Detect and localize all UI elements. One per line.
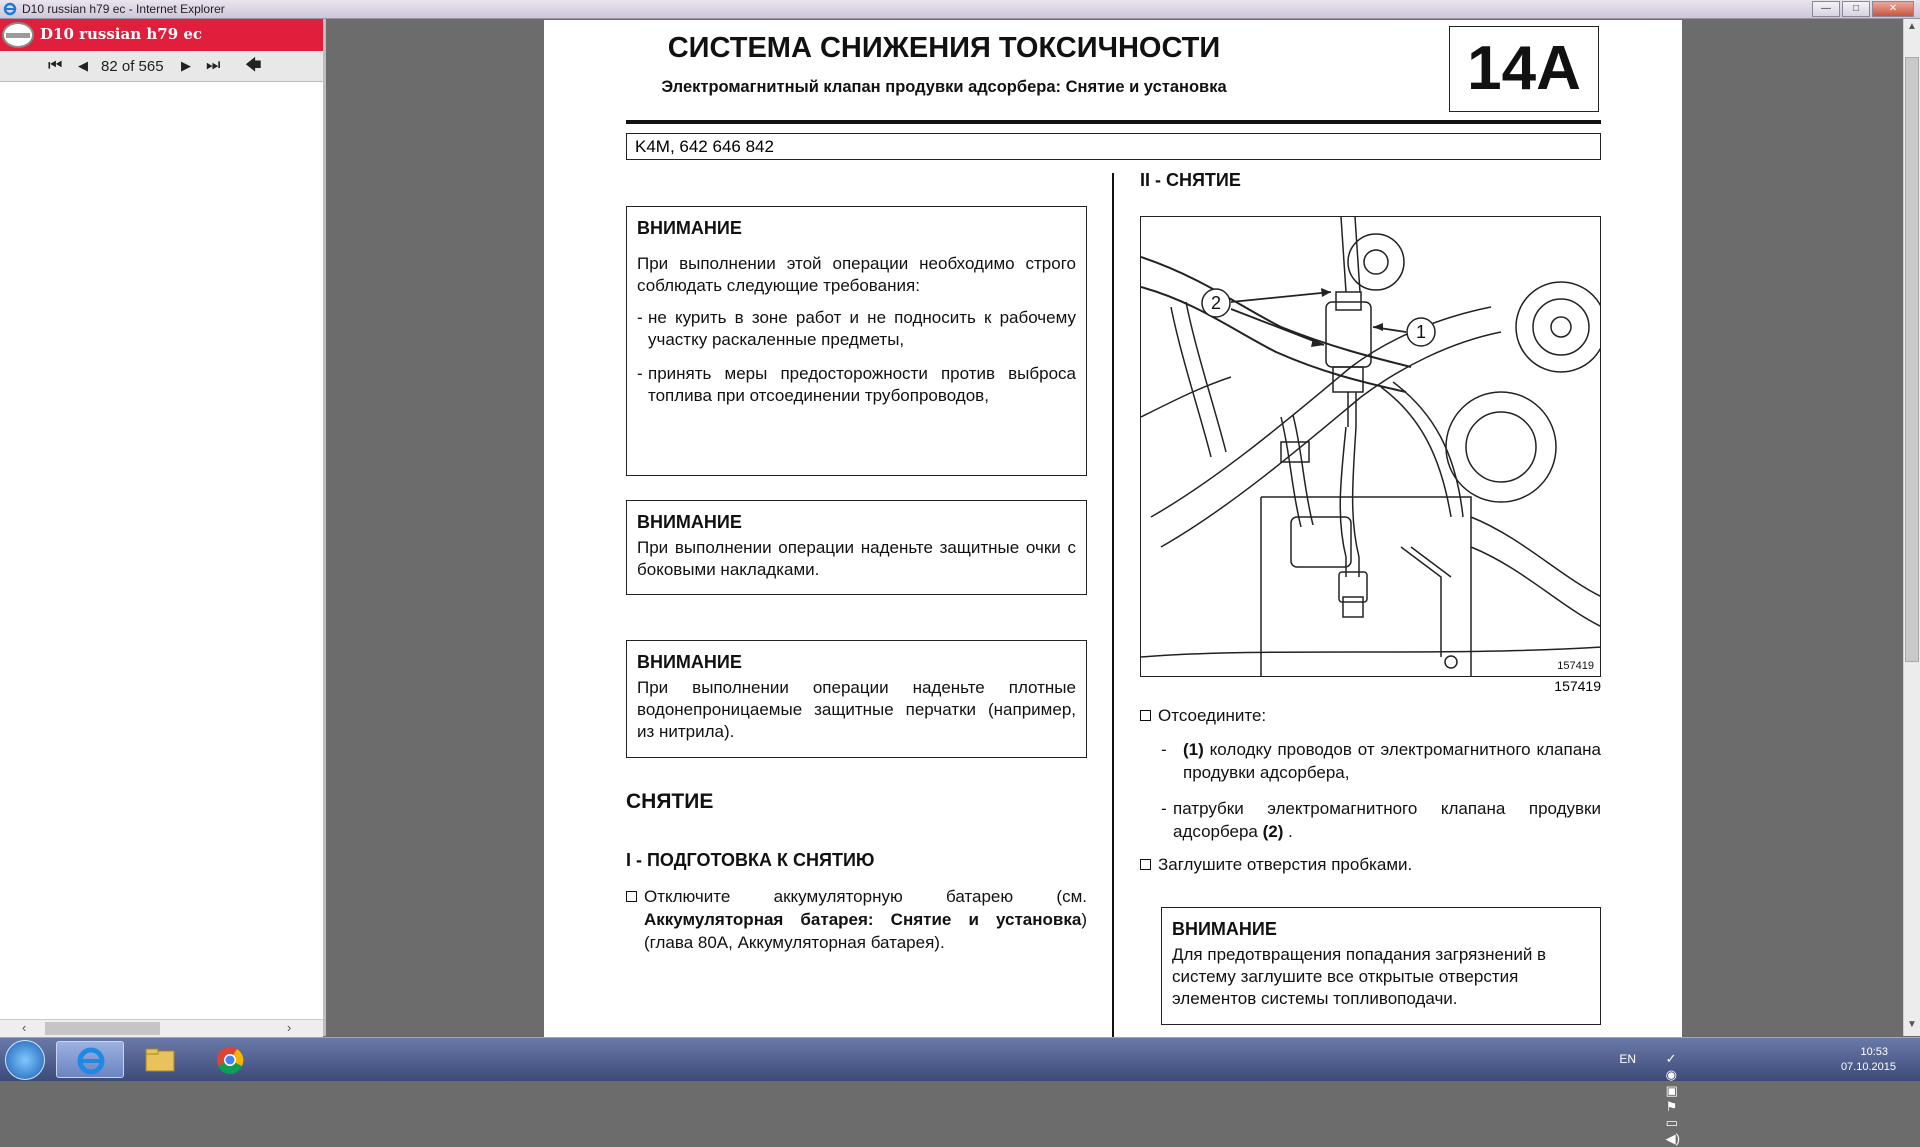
item-text: колодку проводов от электромагнитного клапана продувки адсорбера, <box>1183 740 1601 782</box>
chrome-icon <box>196 1041 264 1078</box>
checkbox-bullet-icon <box>626 891 637 902</box>
horizontal-scrollbar[interactable] <box>0 1019 323 1037</box>
cross-reference: Аккумуляторная батарея: Снятие и установка <box>644 910 1082 929</box>
step-text: Отключите аккумуляторную батарею (см. <box>644 887 1087 906</box>
step-text: ) (глава 80A, Аккумуляторная батарея). <box>644 910 1087 952</box>
scrollbar-thumb[interactable] <box>45 1022 160 1035</box>
internet-explorer-icon <box>57 1042 125 1079</box>
warning-title: ВНИМАНИЕ <box>637 652 742 672</box>
header-rule <box>626 120 1601 124</box>
engine-illustration <box>1141 217 1601 677</box>
tray-icons[interactable]: ✓ ◉ ▣ ⚑ ▭ ◀) <box>1665 1051 1680 1146</box>
item-text: патрубки электромагнитного клапана продувки адсорбера <box>1173 799 1601 841</box>
warning-box <box>1161 907 1601 1025</box>
warning-text: При выполнении операции наденьте защитные очки с боковыми накладками. <box>637 538 1076 579</box>
warning-text: При выполнении этой операции необходимо строго соблюдать следующие требования: <box>637 254 1076 295</box>
warning-title: ВНИМАНИЕ <box>1172 919 1277 939</box>
language-indicator[interactable]: EN <box>1619 1052 1636 1066</box>
scroll-up-icon[interactable]: ▲ <box>1907 21 1917 32</box>
internet-explorer-icon <box>3 2 17 16</box>
item-reference: (2) <box>1262 822 1284 841</box>
engine-diagram <box>1140 216 1601 677</box>
scroll-left-icon[interactable]: ‹ <box>22 1020 27 1035</box>
start-button[interactable] <box>5 1040 45 1080</box>
sidebar-header <box>0 19 323 51</box>
callout-1: 1 <box>1415 322 1427 342</box>
vertical-scrollbar[interactable] <box>1903 19 1920 1036</box>
scrollbar-thumb[interactable] <box>1905 57 1919 662</box>
folder-icon <box>126 1041 194 1078</box>
checkbox-bullet-icon <box>1140 859 1151 870</box>
step-text: Отсоедините: <box>1158 706 1267 725</box>
taskbar-chrome-button[interactable] <box>196 1041 264 1078</box>
taskbar <box>0 1037 1920 1146</box>
close-button[interactable]: ✕ <box>1872 1 1914 17</box>
maximize-button[interactable]: □ <box>1842 1 1870 17</box>
warning-box <box>626 500 1087 595</box>
subsection-heading: I - ПОДГОТОВКА К СНЯТИЮ <box>626 850 875 870</box>
warning-text: Для предотвращения попадания загрязнений в систему заглушите все открытые отверстия элементов системы топливоподачи. <box>1172 945 1547 1008</box>
warning-box <box>626 640 1087 758</box>
document-page <box>544 20 1682 1037</box>
warning-box: ВНИМАНИЕ При выполнении этой операции необходимо строго соблюдать следующие требования: - не курить в зоне работ и не подносить к рабочему участку раскаленные предметы, - принять меры предосторожности против выброса топлива при отсоединении трубопроводов, <box>626 206 1087 476</box>
clock-time[interactable]: 10:53 <box>1860 1046 1888 1058</box>
column-divider <box>1112 173 1114 1037</box>
page-title: СИСТЕМА СНИЖЕНИЯ ТОКСИЧНОСТИ <box>667 32 1221 64</box>
window-title: D10 russian h79 ec - Internet Explorer <box>22 2 225 16</box>
minimize-button[interactable]: — <box>1812 1 1840 17</box>
page-navigation-bar <box>0 51 323 82</box>
list-item: - (1) колодку проводов от электромагнитного клапана продувки адсорбера, <box>1161 740 1601 782</box>
clock-date[interactable]: 07.10.2015 <box>1840 1061 1896 1073</box>
document-name: D10 russian h79 ec <box>40 25 203 43</box>
list-item: - патрубки электромагнитного клапана продувки адсорбера (2) . <box>1161 799 1601 841</box>
warning-title: ВНИМАНИЕ <box>637 512 742 532</box>
first-page-icon[interactable]: ⏮ <box>48 57 63 74</box>
item-text: . <box>1283 822 1293 841</box>
window-title-bar <box>0 0 1920 19</box>
warning-text: При выполнении операции наденьте плотные водонепроницаемые защитные перчатки (например, из нитрила). <box>637 678 1076 741</box>
navigation-pane <box>0 19 326 1036</box>
scroll-right-icon[interactable]: › <box>287 1020 292 1035</box>
engine-applicability: K4M, 642 646 842 <box>626 133 1601 160</box>
last-page-icon[interactable]: ⏭ <box>206 57 221 74</box>
procedure-step <box>626 885 1087 954</box>
page-subtitle: Электромагнитный клапан продувки адсорбера: Снятие и установка <box>661 78 1227 96</box>
warning-item: не курить в зоне работ и не подносить к рабочему участку раскаленные предметы, <box>648 308 1076 349</box>
scroll-down-icon[interactable]: ▼ <box>1907 1019 1917 1030</box>
figure-number: 157419 <box>1554 678 1601 694</box>
figure-number-inside: 157419 <box>1557 660 1594 672</box>
warning-title: ВНИМАНИЕ <box>637 218 742 238</box>
page-counter: 82 of 565 <box>101 58 164 75</box>
item-reference: (1) <box>1183 740 1204 759</box>
prev-page-icon[interactable]: ◀ <box>78 58 88 73</box>
section-heading: СНЯТИЕ <box>626 790 714 813</box>
subsection-heading: II - СНЯТИЕ <box>1140 170 1241 190</box>
step-text: Заглушите отверстия пробками. <box>1158 855 1413 874</box>
procedure-step <box>1140 704 1601 727</box>
callout-2: 2 <box>1210 293 1222 313</box>
procedure-step <box>1140 853 1601 876</box>
brand-logo-icon <box>2 22 34 48</box>
taskbar-explorer-button[interactable] <box>126 1041 194 1078</box>
back-icon[interactable]: 🡄 <box>245 57 262 74</box>
taskbar-ie-button[interactable] <box>56 1041 124 1078</box>
next-page-icon[interactable]: ▶ <box>181 58 191 73</box>
warning-item: принять меры предосторожности против выброса топлива при отсоединении трубопроводов, <box>648 364 1076 405</box>
chapter-number: 14A <box>1449 26 1599 112</box>
checkbox-bullet-icon <box>1140 710 1151 721</box>
